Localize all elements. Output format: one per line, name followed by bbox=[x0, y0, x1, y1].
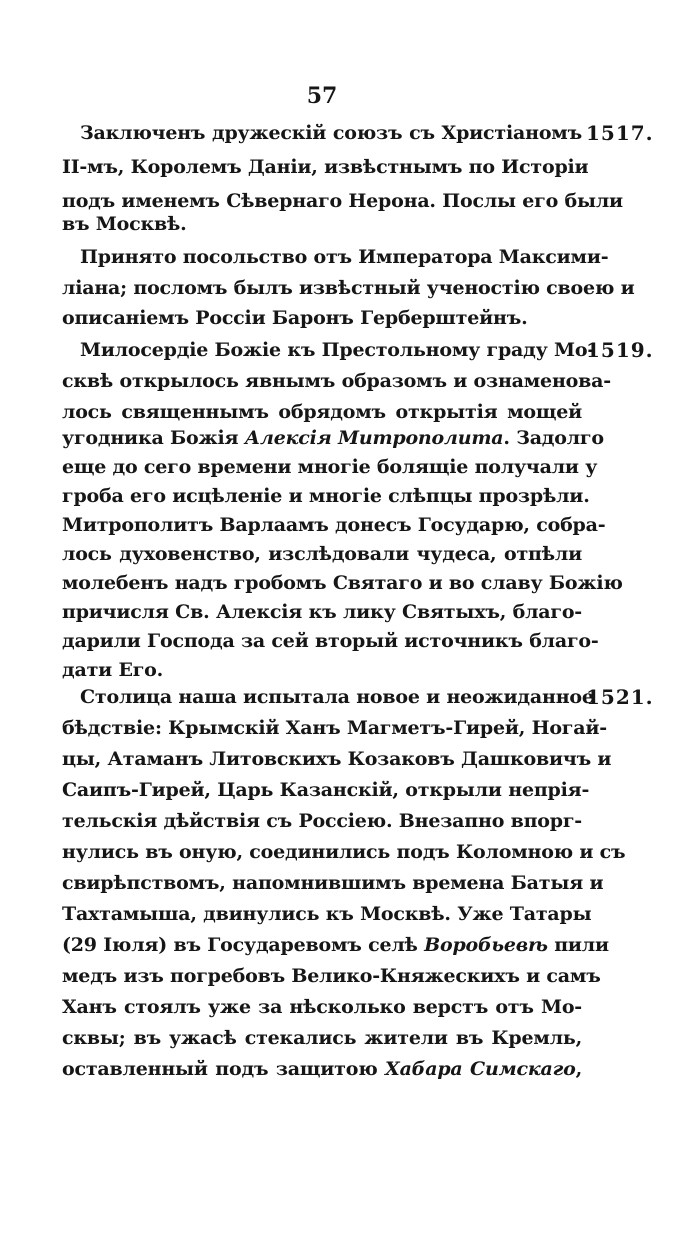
text-fragment: угодника Божія bbox=[62, 427, 245, 449]
text-line: дарили Господа за сей вторый источникъ благо- bbox=[62, 630, 599, 652]
text-line bbox=[62, 1052, 582, 1086]
text-line: нулись въ оную, соединились подъ Коломною и съ bbox=[62, 841, 626, 863]
text-line: Митрополитъ Варлаамъ донесъ Государю, собра- bbox=[62, 514, 606, 536]
italic-person-name: Хабара Симскаго bbox=[385, 1058, 576, 1080]
margin-year-1521: 1521. bbox=[586, 685, 654, 709]
italic-saint-name: Алексія Митрополита bbox=[244, 427, 504, 449]
text-line: медъ изъ погребовъ Велико-Княжескихъ и самъ bbox=[62, 965, 601, 987]
text-fragment: . Задолго bbox=[503, 427, 604, 449]
text-line: цы, Атаманъ Литовскихъ Козаковъ Дашковичъ и bbox=[62, 748, 612, 770]
text-line: Тахтамыша, двинулись къ Москвѣ. Уже Татары bbox=[62, 903, 592, 925]
text-fragment: , bbox=[575, 1058, 582, 1080]
text-line: Милосердіе Божіе къ Престольному граду Мо- bbox=[80, 339, 595, 361]
text-line: дати Его. bbox=[62, 659, 164, 681]
text-fragment: оставленный подъ защитою bbox=[62, 1058, 386, 1080]
margin-year-1517: 1517. bbox=[586, 121, 654, 145]
text-line: II-мъ, Королемъ Даніи, извѣстнымъ по Исторіи bbox=[62, 156, 589, 178]
italic-village-name: Воробьевѣ bbox=[424, 934, 548, 956]
text-line: бѣдствіе: Крымскій Ханъ Магметъ-Гирей, Ногай- bbox=[62, 717, 607, 739]
text-line: въ Москвѣ. bbox=[62, 213, 187, 235]
margin-year-1519: 1519. bbox=[586, 338, 654, 362]
page-number: 57 bbox=[306, 83, 338, 109]
text-line: тельскія дѣйствія съ Россіею. Внезапно впорг- bbox=[62, 810, 582, 832]
text-line: лось духовенство, изслѣдовали чудеса, отпѣли bbox=[62, 543, 582, 565]
text-fragment: (29 Іюля) въ Государевомъ селѣ bbox=[62, 934, 425, 956]
text-line: Заключенъ дружескій союзъ съ Христіаномъ bbox=[80, 122, 582, 144]
text-line: сквѣ открылось явнымъ образомъ и ознаменова- bbox=[62, 370, 611, 392]
text-line: описаніемъ Россіи Баронъ Герберштейнъ. bbox=[62, 307, 528, 329]
text-fragment: пили bbox=[547, 934, 609, 956]
text-line: Саипъ-Гирей, Царь Казанскій, открыли непрія- bbox=[62, 779, 590, 801]
text-line: лось священнымъ обрядомъ открытія мощей bbox=[62, 401, 582, 423]
text-line: сквы; въ ужасѣ стекались жители въ Кремль, bbox=[62, 1027, 582, 1049]
text-line bbox=[62, 928, 609, 962]
text-line: свирѣпствомъ, напомнившимъ времена Батыя и bbox=[62, 872, 604, 894]
text-line: причисля Св. Алексія къ лику Святыхъ, благо- bbox=[62, 601, 582, 623]
text-line: молебенъ надъ гробомъ Святаго и во славу Божію bbox=[62, 572, 623, 594]
text-line: еще до сего времени многіе болящіе получали у bbox=[62, 456, 598, 478]
text-line: Принято посольство отъ Императора Максими- bbox=[80, 246, 609, 268]
text-line: подъ именемъ Сѣвернаго Нерона. Послы его были bbox=[62, 190, 623, 212]
text-line: ліана; посломъ былъ извѣстный ученостію своею и bbox=[62, 277, 635, 299]
text-line: Ханъ стоялъ уже за нѣсколько верстъ отъ Мо- bbox=[62, 996, 582, 1018]
text-line: гроба его исцѣленіе и многіе слѣпцы прозрѣли. bbox=[62, 485, 590, 507]
text-line: Столица наша испытала новое и неожиданное bbox=[80, 686, 594, 708]
